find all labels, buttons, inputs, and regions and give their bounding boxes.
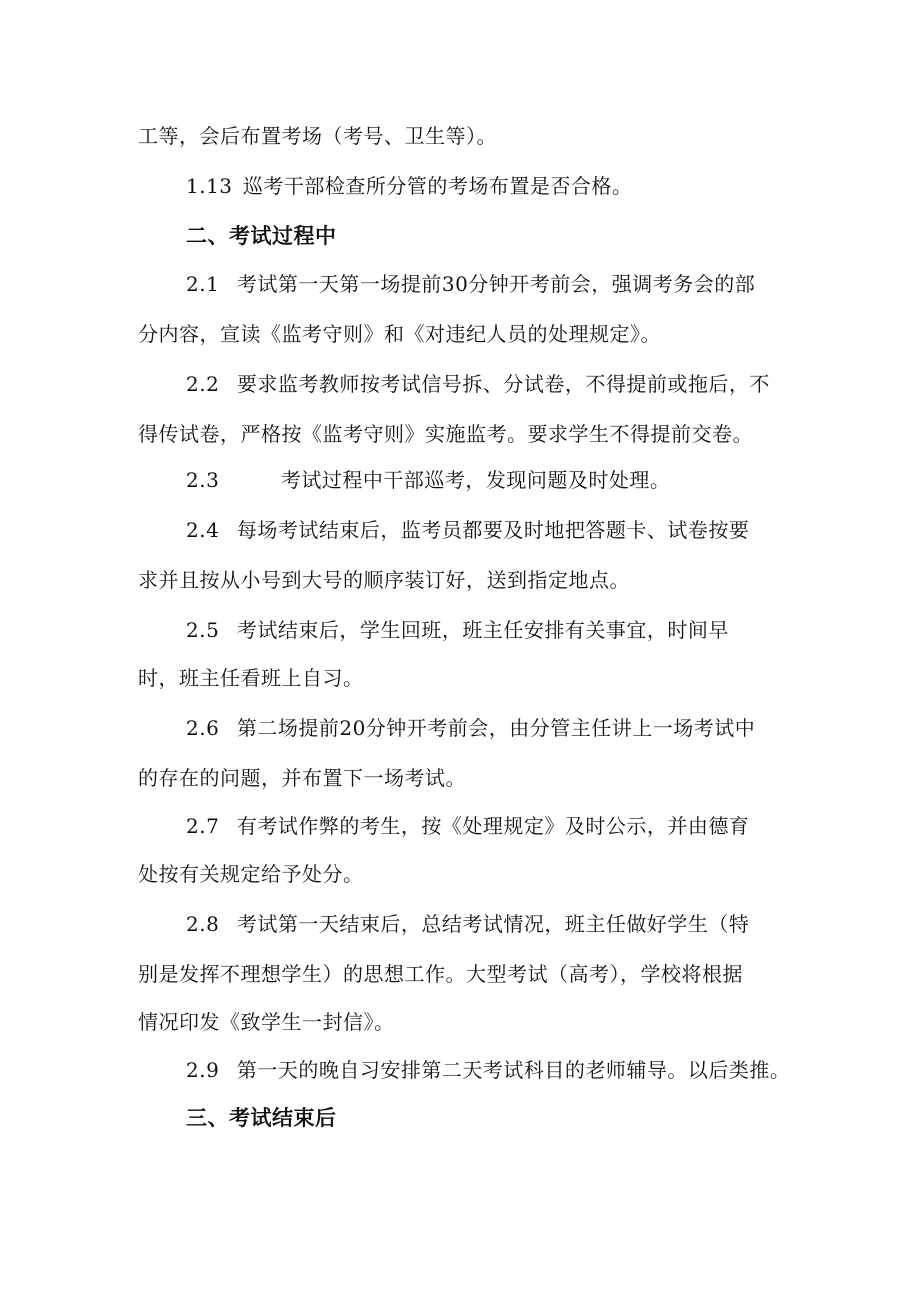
item-number: 1.13 (186, 174, 233, 198)
item-text: 巡考干部检查所分管的考场布置是否合格。 (242, 174, 633, 198)
item-text: 考试过程中干部巡考，发现问题及时处理。 (280, 468, 671, 492)
item-text: 考试第一天第一场提前30分钟开考前会，强调考务会的部 (236, 272, 756, 296)
line-text: 的存在的问题，并布置下一场考试。 (138, 766, 466, 790)
item-2-3 (186, 466, 670, 494)
item-2-7 (186, 812, 749, 840)
item-text: 第二场提前20分钟开考前会，由分管主任讲上一场考试中 (236, 716, 756, 740)
line-text: 处按有关规定给予处分。 (138, 862, 364, 886)
line-text: 别是发挥不理想学生）的思想工作。大型考试（高考），学校将根据 (138, 962, 743, 986)
item-2-8-continuation-2 (138, 1008, 395, 1036)
item-2-1 (186, 270, 755, 298)
item-2-5 (186, 616, 729, 644)
item-text: 第一天的晚自习安排第二天考试科目的老师辅导。以后类推。 (236, 1058, 791, 1082)
item-2-6 (186, 714, 755, 742)
item-number: 2.1 (186, 272, 220, 296)
item-2-8 (186, 910, 749, 938)
item-2-2-continuation (138, 420, 753, 448)
item-2-4 (186, 516, 749, 544)
line-text: 情况印发《致学生一封信》。 (138, 1010, 395, 1034)
item-text: 考试第一天结束后，总结考试情况，班主任做好学生（特 (236, 912, 750, 936)
item-2-5-continuation (138, 664, 364, 692)
item-2-4-continuation (138, 566, 630, 594)
item-2-8-continuation-1 (138, 960, 743, 988)
line-text: 时，班主任看班上自习。 (138, 666, 364, 690)
item-2-1-continuation (138, 320, 661, 348)
item-2-2 (186, 370, 770, 398)
paragraph-1-12-continuation (138, 122, 497, 150)
line-text: 得传试卷，严格按《监考守则》实施监考。要求学生不得提前交卷。 (138, 422, 753, 446)
item-2-7-continuation (138, 860, 364, 888)
item-text: 有考试作弊的考生，按《处理规定》及时公示，并由德育 (236, 814, 750, 838)
heading-text: 三、考试结束后 (186, 1106, 337, 1130)
item-number: 2.5 (186, 618, 220, 642)
line-text: 分内容，宣读《监考守则》和《对违纪人员的处理规定》。 (138, 322, 661, 346)
heading-text: 二、考试过程中 (186, 224, 337, 248)
item-number: 2.7 (186, 814, 220, 838)
item-number: 2.4 (186, 518, 220, 542)
item-1-13 (186, 172, 632, 200)
line-text: 求并且按从小号到大号的顺序装订好，送到指定地点。 (138, 568, 630, 592)
item-text: 每场考试结束后，监考员都要及时地把答题卡、试卷按要 (236, 518, 750, 542)
item-number: 2.9 (186, 1058, 220, 1082)
section-heading-after-exam (186, 1104, 337, 1132)
item-number: 2.3 (186, 468, 220, 492)
item-text: 要求监考教师按考试信号拆、分试卷，不得提前或拖后，不 (236, 372, 770, 396)
item-text: 考试结束后，学生回班，班主任安排有关事宜，时间早 (236, 618, 729, 642)
item-2-9 (186, 1056, 790, 1084)
item-2-6-continuation (138, 764, 466, 792)
item-number: 2.6 (186, 716, 220, 740)
section-heading-during-exam (186, 222, 337, 250)
item-number: 2.8 (186, 912, 220, 936)
line-text: 工等，会后布置考场（考号、卫生等）。 (138, 124, 497, 148)
item-number: 2.2 (186, 372, 220, 396)
